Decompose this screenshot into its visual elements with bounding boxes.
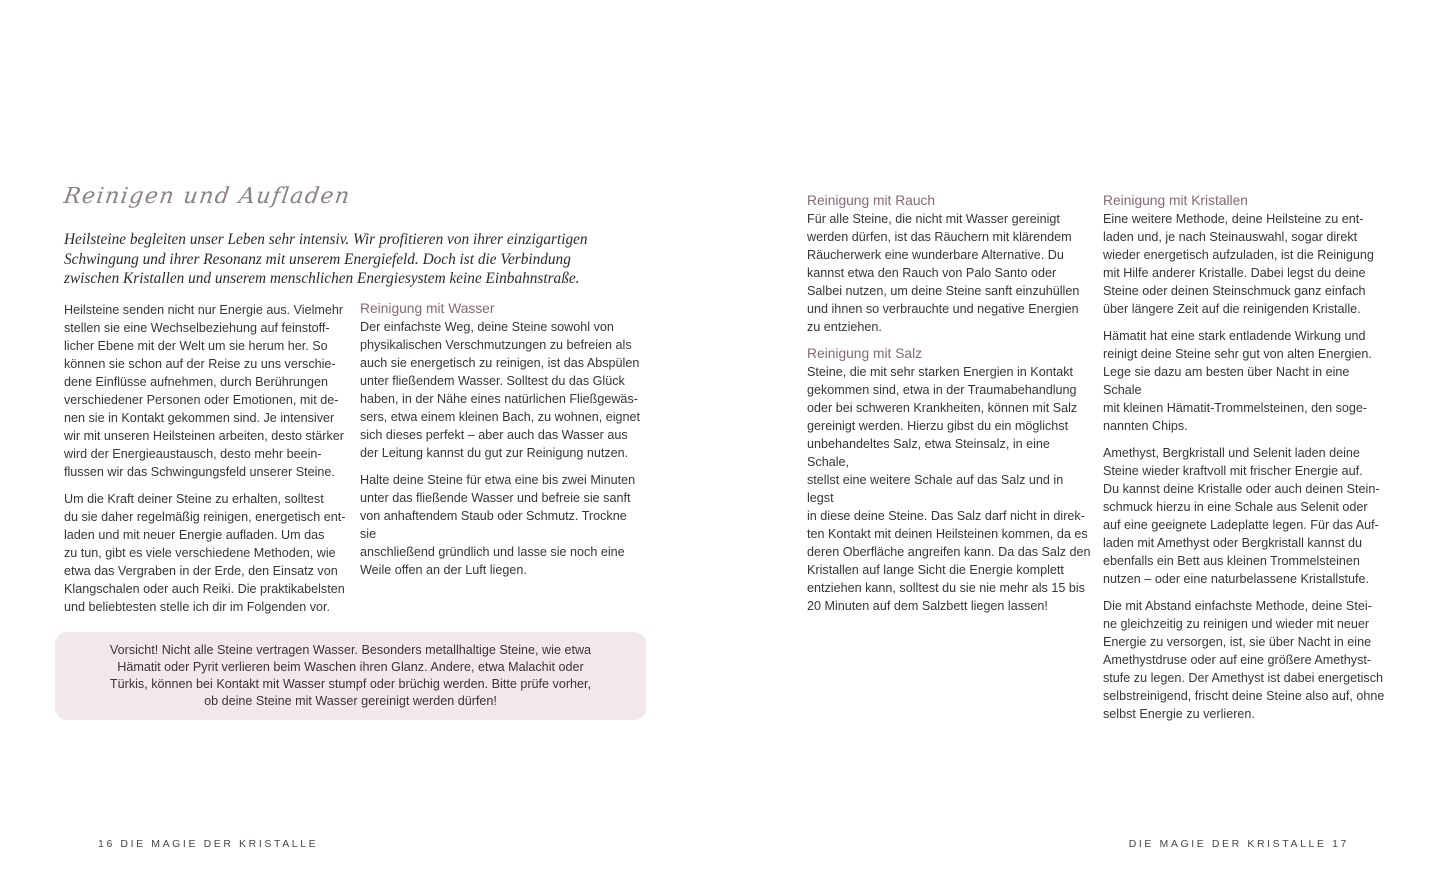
warning-callout-text: Vorsicht! Nicht alle Steine vertragen Wasser. Besonders metallhaltige Steine, wie etwa Hämatit oder Pyrit verlieren beim Waschen ihren Glanz. Andere, etwa Malachit oder Türkis, können bei Kontakt mit Wasser stumpf oder brüchig werden. Bitte prüfe vorher, ob deine Steine mit Wasser gereinigt werden dürfen! (109, 643, 592, 708)
body-paragraph: Um die Kraft deiner Steine zu erhalten, solltest du sie daher regelmäßig reinigen, energetisch ent- laden und mit neuer Energie aufladen. Um das zu tun, gibt es viele verschiedene Methoden, wie etwa das Vergraben in der Erde, den Einsatz von Klangschalen oder auch Reiki. Die praktikabelsten und beliebtesten stelle ich dir im Folgenden vor. (64, 492, 346, 614)
body-paragraph: Amethyst, Bergkristall und Selenit laden deine Steine wieder kraftvoll mit frischer Energie auf. Du kannst deine Kristalle oder auch deinen Stein- schmuck hierzu in eine Schale aus Selenit oder auf eine geeignete Ladeplatte legen. Für das Auf- laden mit Amethyst oder Bergkristall kannst du ebenfalls ein Bett aus kleinen Trommelsteinen nutzen – oder eine naturbelassene Kristallstufe. (1103, 446, 1380, 586)
section-heading-crystals: Reinigung mit Kristallen (1103, 193, 1248, 208)
section-heading-salt: Reinigung mit Salz (807, 346, 923, 361)
page-footer-left: 16 DIE MAGIE DER KRISTALLE (98, 838, 319, 850)
body-paragraph: Hämatit hat eine stark entladende Wirkung und reinigt deine Steine sehr gut von alten Energien. Lege sie dazu am besten über Nacht in eine Schale mit kleinen Hämatit-Trommelsteinen, den soge- nannten Chips. (1103, 329, 1372, 433)
body-paragraph: Eine weitere Methode, deine Heilsteine zu ent- laden und, je nach Steinauswahl, sogar direkt wieder energetisch aufzuladen, ist die Reinigung mit Hilfe anderer Kristalle. Dabei legst du deine Steine oder deinen Steinschmuck ganz einfach über längere Zeit auf die reinigenden Kristalle. (1103, 212, 1374, 316)
chapter-title: Reinigen und Aufladen (62, 184, 353, 209)
body-paragraph: Für alle Steine, die nicht mit Wasser gereinigt werden dürfen, ist das Räuchern mit klärendem Räucherwerk eine wunderbare Alternative. Du kannst etwa den Rauch von Palo Santo oder Salbei nutzen, um deine Steine sanft einzuhüllen und ihnen so verbrauchte und negative Energien zu entziehen. (807, 212, 1080, 334)
section-water (360, 300, 645, 588)
section-crystals (1103, 192, 1388, 732)
intro-paragraph: Heilsteine begleiten unser Leben sehr intensiv. Wir profitieren von ihrer einzigartigen Schwingung und ihrer Resonanz mit unserem Energiefeld. Doch ist die Verbindung zwischen Kristallen und unserem menschlichen Energiesystem keine Einbahnstraße. (64, 231, 588, 287)
left-page (0, 0, 722, 892)
body-paragraph: Die mit Abstand einfachste Methode, deine Stei- ne gleichzeitig zu reinigen und wieder mit neuer Energie zu versorgen, ist, sie über Nacht in eine Amethystdruse oder auf eine größere Amethyst- stufe zu legen. Der Amethyst ist dabei energetisch selbstreinigend, frischt deine Steine also auf, ohne selbst Energie zu verlieren. (1103, 599, 1385, 721)
body-paragraph: Heilsteine senden nicht nur Energie aus. Vielmehr stellen sie eine Wechselbeziehung auf feinstoff- licher Ebene mit der Welt um sie herum her. So können sie schon auf der Reise zu uns verschie- dene Einflüsse aufnehmen, durch Berührungen verschiedener Personen oder Emotionen, mit de- nen sie in Kontakt gekommen sind. Je intensiver wir mit unseren Heilsteinen arbeiten, desto stärker wird der Energieaustausch, desto mehr beein- flussen wir das Schwingungsfeld unserer Steine. (64, 303, 344, 479)
body-paragraph: Halte deine Steine für etwa eine bis zwei Minuten unter das fließende Wasser und befreie sie sanft von anhaftendem Staub oder Schmutz. Trockne sie anschließend gründlich und lasse sie noch eine Weile offen an der Luft liegen. (360, 473, 636, 577)
warning-callout-box (55, 632, 646, 720)
section-heading-smoke: Reinigung mit Rauch (807, 193, 936, 208)
body-paragraph: Steine, die mit sehr starken Energien in Kontakt gekommen sind, etwa in der Traumabehandlung oder bei schweren Krankheiten, können mit Salz gereinigt werden. Hierzu gibst du ein möglichst unbehandeltes Salz, etwa Steinsalz, in eine Schale, stellst eine weitere Schale auf das Salz und in legst in diese deine Steine. Das Salz darf nicht in direk- ten Kontakt mit deinen Heilsteinen kommen, da es deren Oberfläche angreifen kann. Da das Salz den Kristallen auf lange Sicht die Energie komplett entziehen kann, solltest du sie nie mehr als 15 bis 20 Minuten auf dem Salzbett liegen lassen! (807, 365, 1091, 613)
section-heading-water: Reinigung mit Wasser (360, 301, 495, 316)
column-intro-body (64, 301, 349, 625)
page-footer-right: DIE MAGIE DER KRISTALLE 17 (1128, 838, 1349, 850)
column-smoke-salt (807, 192, 1092, 624)
body-paragraph: Der einfachste Weg, deine Steine sowohl von physikalischen Verschmutzungen zu befreien als auch sie energetisch zu reinigen, ist das Abspülen unter fließendem Wasser. Solltest du das Glück haben, in der Nähe eines natürlichen Fließgewäs- sers, etwa einem kleinen Bach, zu wohnen, eignet sich dieses perfekt – aber auch das Wasser aus der Leitung kannst du gut zur Reinigung nutzen. (360, 320, 641, 460)
